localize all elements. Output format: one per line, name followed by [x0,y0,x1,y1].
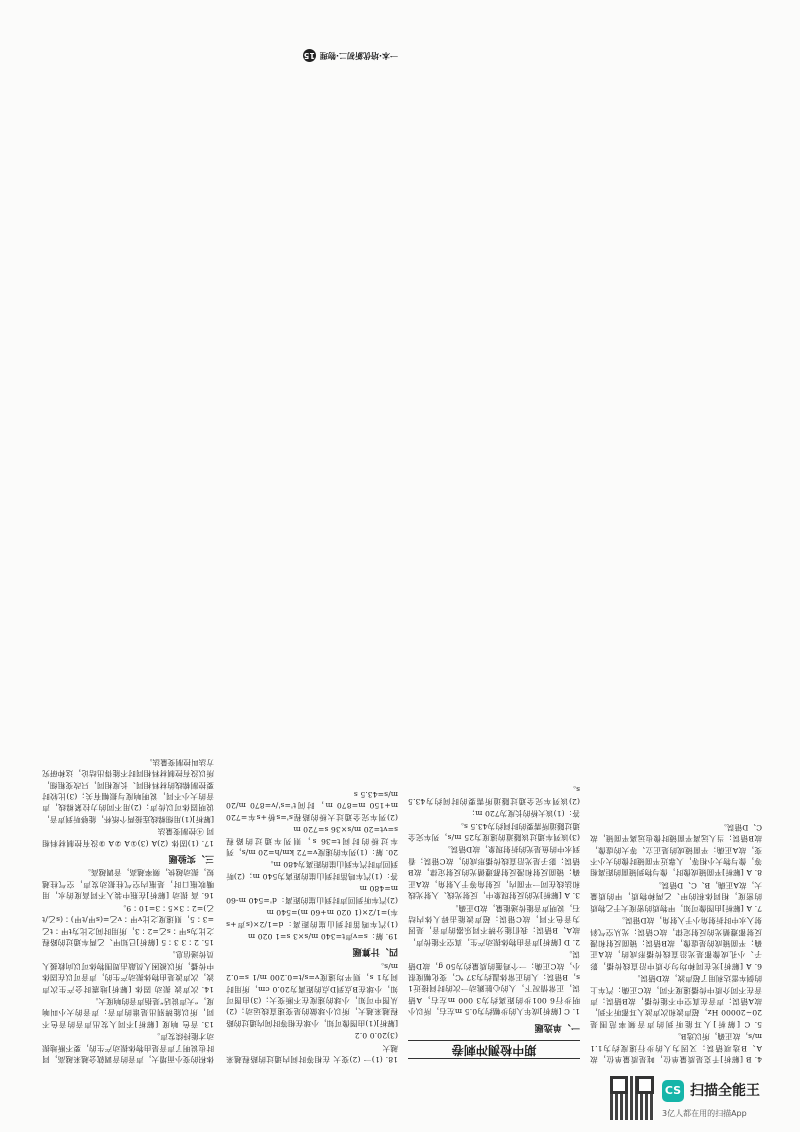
answer-paragraph: (2)列车完全通过大桥的路程s'=s桥+s车=720 m+150 m=870 m，时间t'=s'/v=870 m/20 m/s=43.5 s [226,790,398,822]
answer-paragraph: 7. A [解析]由图像可知，甲物质的密度大于乙物质的密度，相同体积的甲、乙两种物质，甲的质量大，故A正确，B、C、D错误。 [590,880,762,913]
running-head-title: 一本·培优新初二·物理 [319,51,398,60]
answer-column-3 [226,75,398,1065]
answer-paragraph: 17. (1)固体 (2)A (3)①A ②A ③没有控制材料相同 ④控制变量法 [42,827,214,848]
answer-paragraph: 4. B [解析]千克是质量单位，吨是质量单位，故A、B选项错误；又因为人的步行速度约为1.1 m/s，故正确，所以选B。 [590,1032,762,1064]
answer-paragraph: 答：(1)汽车鸣笛时到山崖的距离为540 m；(2)听到回声时汽车到山崖的距离为480 m。 [226,860,398,881]
answer-paragraph: (2)该列车完全通过隧道所需要的时间约为43.5 s。 [408,785,580,806]
answer-paragraph: (1)汽车鸣笛时到山崖的距离：d=1/2×(s声+s车)=1/2×(1 020 m+60 m)=540 m [226,908,398,929]
rotated-page-content [30,45,770,1085]
answer-paragraph: 19. 解：s=v声t=340 m/s×3 s=1 020 m [247,931,398,941]
answer-paragraph: 16. 高 振动 [解析]在瓶中装入不同高度的水，用嘴吹瓶口时，是瓶内空气柱振动发声，空气柱越短，振动越快，频率越高，音调越高。 [42,868,214,901]
scanner-watermark [610,1076,780,1122]
watermark-app-name: 扫描全能王 [690,1083,760,1099]
section-heading: 一、单选题 [534,1021,580,1032]
answer-paragraph: 13. 音色 响度 [解析]不同人发出声音的音色不同，所以能辨别出是谁的声音；声音的大小叫响度，“大声说话”是指声音的响度大。 [42,996,214,1029]
answer-column-4 [42,75,214,1065]
answer-column-2 [408,75,580,1065]
watermark-tagline: 3亿人都在用的扫描App [662,1109,747,1118]
answer-paragraph: 6. A [解析]光在同种均匀介质中沿直线传播，影子、小孔成像都是光沿直线传播形成的，故A正确；平面镜成的是虚像，故B错误；镜面反射和漫反射都遵循光的反射定律，故C错误；光从空气斜射入水中时折射角小于入射角，故D错误。 [590,916,762,971]
answer-paragraph: 5. C [解析]人耳能听到的声音频率范围是20~20000 Hz，超声波和次声波人耳都听不到，故A错误；声音在真空中不能传播，故B错误；声音在不同介质中传播速度不同，故C正确；汽车上的倒车雷达利用了超声波，故D错误。 [590,974,762,1029]
section-heading: 四、计算题 [352,946,398,957]
answer-paragraph: (2)汽车听到回声时到山崖的距离：d'=540 m-60 m=480 m [226,884,398,905]
page-number: 15 [303,51,315,60]
answer-paragraph: (3)该列车通过该隧道的速度为25 m/s，列车完全通过隧道所需要的时间约为43.5 s。 [408,821,580,843]
answer-paragraph: 2. D [解析]声音由物体振动产生，真空不能传声，故A、B错误；我们能分辨不同乐器的声音，是因为音色不同，故C错误；超声波能击碎人体内结石，说明声音能传递能量，故D正确。 [408,903,580,947]
section-banner: 期中检测冲刺卷 [408,1040,580,1059]
answer-paragraph: 1. C [解析]成年人的步幅约为0.5 m左右，所以小明步行6 001步的距离约为3 000 m左右，A错误，正常情况下，人的心脏跳动一次的时间接近1 s，B错误；人的正常体温约为37 ℃，变化幅度很小，故C正确；一个鸡蛋的质量约为50 g，故D错误。 [408,950,580,1017]
answer-paragraph: 15. 2∶3 3∶5 [解析]已知甲、乙两车通过的路程之比为s甲∶s乙=2∶3，所用时间之比为t甲∶t乙=3∶5，则速度之比v甲∶v乙=(s甲/t甲)∶(s乙/t乙)=2∶3×5∶3=10∶9。 [42,903,214,947]
qr-code-icon [610,1076,654,1120]
answer-paragraph: 8. A [解析]平面镜成像时，像与物到镜面的距离相等，像与物大小相等，人靠近平面镜时像的大小不变，故A正确；平面镜成的是正立、等大的虚像，故B错误；当人远离平面镜时像也远离平面镜，故C、D错误。 [590,822,762,878]
section-heading: 三、实验题 [168,853,214,864]
camscanner-logo-icon: CS [662,1080,684,1102]
answer-paragraph: (3)20.0 0.2 [354,1031,398,1041]
answer-paragraph: 体积的变小而增大，声音的音调就会越来越高，同时也说明了声音是由物体振动产生的，要不断地振动才能持续发声。 [42,1032,214,1064]
answer-paragraph: 3. A [解析]光的反射现象中，反射光线、入射光线和法线在同一平面内，反射角等于入射角，故A正确；镜面反射和漫反射都遵循光的反射定律，故B错误；影子是光沿直线传播形成的，故C错误；看到水中的鱼是光的折射现象，故D错误。 [408,845,580,901]
answer-column-1 [590,75,762,1065]
answer-paragraph: [解析](1)由图像可知，小球在相等时间内通过的路程越来越大，所以小球做的是变速直线运动；(2)从图中可知，小球的速度在不断变大；(3)由图可知，小球在B点到D点的距离为20.0 cm，所用时间为1 s，则平均速度v=s/t=0.200 m/1 s=0.2 m/s。 [226,961,398,1028]
answer-paragraph: 18. (1)一 (2)变大 在相等时间内通过的路程越来越大 [226,1043,398,1064]
running-head [218,49,398,62]
answer-paragraph: 14. 次声波 振动 固体 [解析]地震时会产生次声波，次声波是由物体振动产生的，声音可以在固体中传播，所以被困人员敲击周围物体可以向救援人员传递信息。 [42,950,214,994]
answer-paragraph: 20. 解：(1)列车的速度v=72 km/h=20 m/s，列车过桥的时间t=36 s，则列车通过的路程s=vt=20 m/s×36 s=720 m [226,825,398,858]
answer-page [30,45,770,1085]
answer-paragraph: [解析](1)用细棉线连接两个纸杯，能够听到声音，说明固体可以传声；(2)用不同的力拉紧棉线，声音的大小不同，说明响度与振幅有关；(3)比较时要控制棉线的材料相同、长度相同，只改变粗细，所以没有控制材料相同时不能得出结论，这种研究方法叫控制变量法。 [42,757,214,824]
answer-paragraph: 答：(1)该大桥的长度为720 m； [467,809,580,819]
